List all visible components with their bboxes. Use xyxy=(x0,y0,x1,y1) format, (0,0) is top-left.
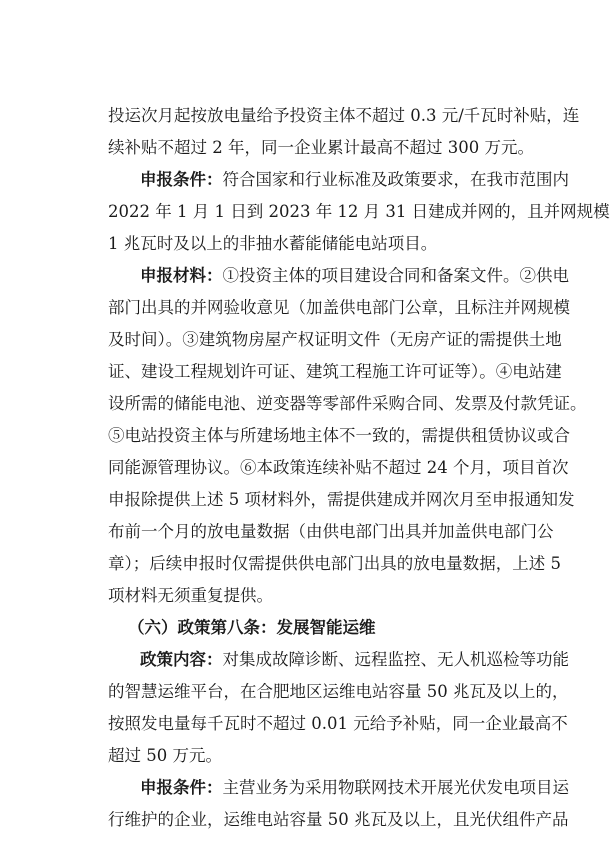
body-text-line: 设所需的储能电池、逆变器等零部件采购合同、发票及付款凭证。 xyxy=(108,394,587,413)
paragraph-label: 申报条件： xyxy=(140,170,223,189)
body-text-line: 续补贴不超过 2 年，同一企业累计最高不超过 300 万元。 xyxy=(108,138,534,157)
paragraph-policy-content xyxy=(140,650,569,670)
body-text: ①投资主体的项目建设合同和备案文件。②供电 xyxy=(222,266,569,285)
body-text-line: 的智慧运维平台，在合肥地区运维电站容量 50 兆瓦及以上的， xyxy=(108,682,569,701)
section-heading: （六）政策第八条：发展智能运维 xyxy=(128,618,376,637)
paragraph-application-conditions xyxy=(140,170,569,190)
paragraph-label: 申报条件： xyxy=(140,778,223,797)
paragraph-label: 申报材料： xyxy=(140,266,223,285)
body-text-line: 同能源管理协议。⑥本政策连续补贴不超过 24 个月，项目首次 xyxy=(108,458,569,477)
body-text-line: 行维护的企业，运维电站容量 50 兆瓦及以上，且光伏组件产品 xyxy=(108,810,569,829)
body-text-line: 按照发电量每千瓦时不超过 0.01 元给予补贴，同一企业最高不 xyxy=(108,714,568,733)
body-text-line: 章）；后续申报时仅需提供供电部门出具的放电量数据，上述 5 xyxy=(108,554,561,573)
body-text-line: 部门出具的并网验收意见（加盖供电部门公章，且标注并网规模 xyxy=(108,298,570,317)
body-text-line: 超过 50 万元。 xyxy=(108,746,222,765)
body-text-line: 1 兆瓦时及以上的非抽水蓄能储能电站项目。 xyxy=(108,234,438,253)
paragraph-application-materials xyxy=(140,266,569,286)
body-text-line: 布前一个月的放电量数据（由供电部门出具并加盖供电部门公 xyxy=(108,522,554,541)
body-text: 主营业务为采用物联网技术开展光伏发电项目运 xyxy=(222,778,569,797)
body-text-line: 申报除提供上述 5 项材料外，需提供建成并网次月至申报通知发 xyxy=(108,490,575,509)
paragraph-label: 政策内容： xyxy=(140,650,223,669)
body-text-line: ⑤电站投资主体与所建场地主体不一致的，需提供租赁协议或合 xyxy=(108,426,570,445)
body-text-line: 证、建设工程规划许可证、建筑工程施工许可证等）。④电站建 xyxy=(108,362,562,381)
paragraph-application-conditions-2 xyxy=(140,778,569,798)
body-text-line: 及时间）。③建筑物房屋产权证明文件（无房产证的需提供土地 xyxy=(108,330,562,349)
body-text: 符合国家和行业标准及政策要求，在我市范围内 xyxy=(222,170,569,189)
body-text-line: 2022 年 1 月 1 日到 2023 年 12 月 31 日建成并网的，且并网规模 xyxy=(108,202,610,221)
body-text: 对集成故障诊断、远程监控、无人机巡检等功能 xyxy=(222,650,569,669)
body-text-line: 项材料无须重复提供。 xyxy=(108,586,273,605)
body-text-line: 投运次月起按放电量给予投资主体不超过 0.3 元/千瓦时补贴，连 xyxy=(108,106,580,125)
